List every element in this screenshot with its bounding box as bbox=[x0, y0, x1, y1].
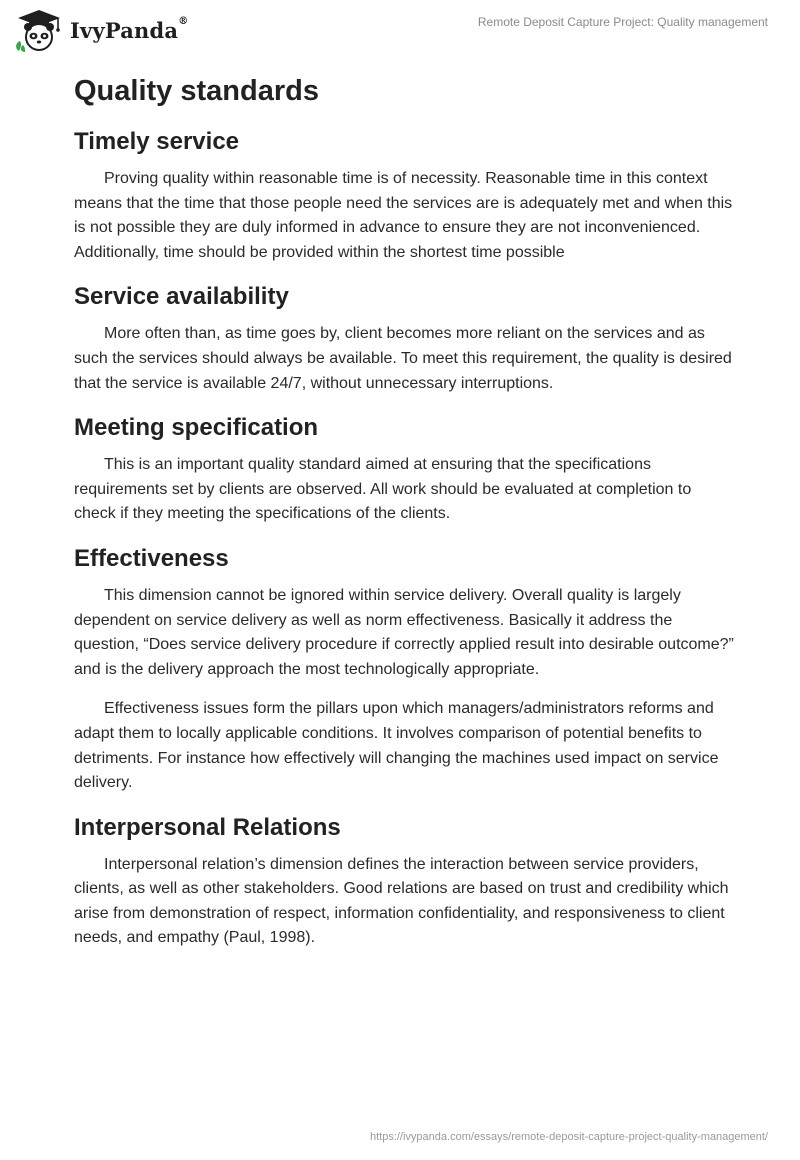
paragraph: More often than, as time goes by, client becomes more reliant on the services and as such the services should always be available. To meet this requirement, the quality is desired that the service is available 24/7, without unnecessary interruptions. bbox=[74, 325, 732, 392]
source-url-link[interactable]: https://ivypanda.com/essays/remote-deposit-capture-project-quality-management/ bbox=[369, 1131, 768, 1143]
section-heading: Interpersonal Relations bbox=[74, 813, 341, 841]
section-service-availability bbox=[74, 280, 734, 396]
section-interpersonal-relations bbox=[74, 811, 734, 951]
paragraph: Proving quality within reasonable time is of necessity. Reasonable time in this context means that the time that those people need the services are is adequately met and when this is not possible they are duly informed in advance to ensure they are not inconvenienced. Additionally, time should be provided within the shortest time possible bbox=[74, 170, 733, 261]
section-heading: Effectiveness bbox=[74, 544, 229, 572]
section-heading: Meeting specification bbox=[74, 414, 319, 442]
section-heading: Service availability bbox=[74, 283, 289, 311]
ivypanda-logo[interactable] bbox=[14, 8, 188, 52]
paragraph: Effectiveness issues form the pillars upon which managers/administrators reforms and adapt them to locally applicable conditions. It involves comparison of potential benefits to detriments. For instance how effectively will changing the machines used impact on service delivery. bbox=[74, 700, 719, 792]
panda-graduate-icon bbox=[14, 8, 64, 52]
paragraph: This is an important quality standard aimed at ensuring that the specifications requirements set by clients are observed. All work should be evaluated at completion to check if they meeting the specifications of the clients. bbox=[74, 456, 692, 523]
brand-name: IvyPanda® bbox=[70, 15, 189, 43]
paragraph: This dimension cannot be ignored within service delivery. Overall quality is largely dependent on service delivery as well as norm effectiveness. Basically it address the question, “Does service delivery procedure if correctly applied result into desirable outcome?” and is the delivery approach the most technologically appropriate. bbox=[74, 586, 734, 678]
page-title: Quality standards bbox=[74, 75, 319, 107]
section-effectiveness bbox=[74, 542, 734, 796]
section-timely-service bbox=[74, 125, 734, 265]
document-title: Remote Deposit Capture Project: Quality management bbox=[477, 15, 768, 29]
article-content bbox=[74, 72, 734, 966]
section-meeting-specification bbox=[74, 411, 734, 527]
paragraph: Interpersonal relation’s dimension defines the interaction between service providers, clients, as well as other stakeholders. Good relations are based on trust and credibility which arise from demonstration of respect, information confidentiality, and responsiveness to client needs, and empathy (Paul, 1998). bbox=[74, 855, 729, 947]
section-heading: Timely service bbox=[74, 128, 240, 155]
page-header bbox=[0, 0, 800, 60]
